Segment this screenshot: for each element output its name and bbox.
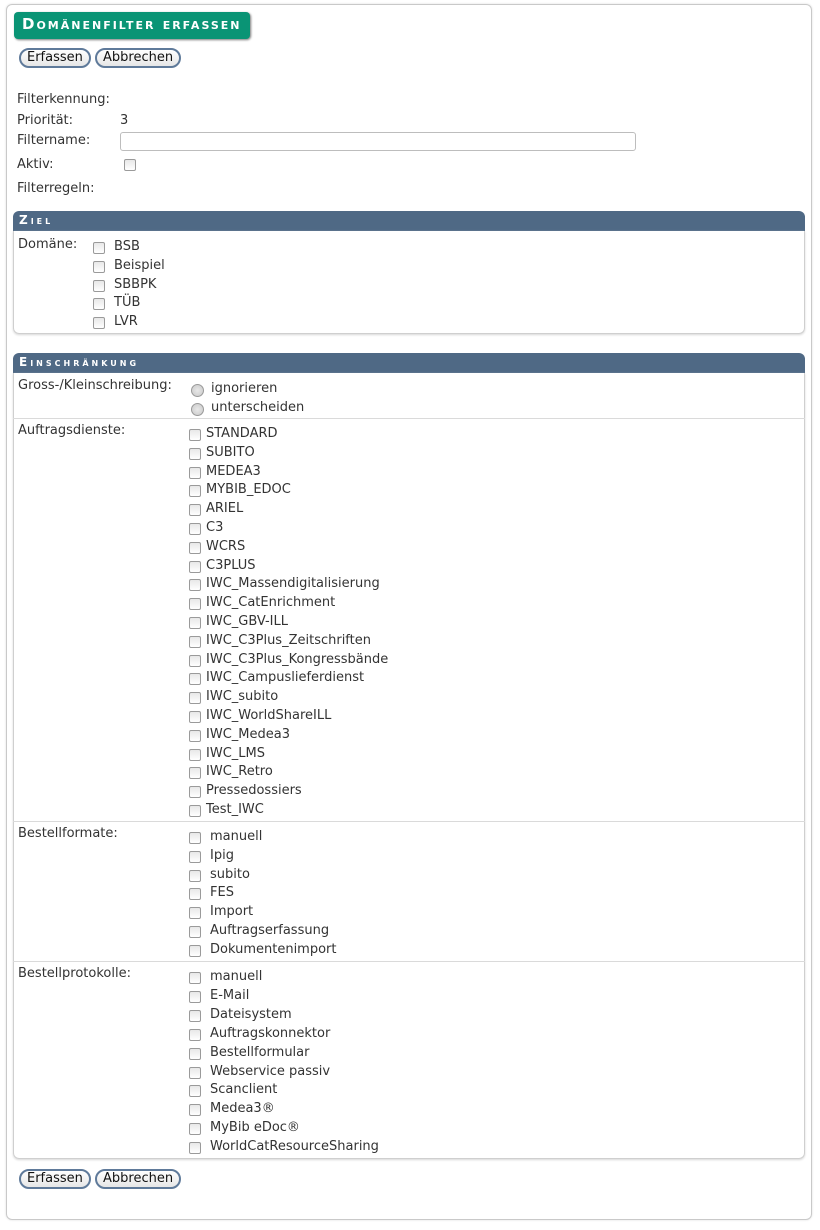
service-option-label: IWC_Retro bbox=[206, 764, 273, 780]
protocol-option-checkbox[interactable] bbox=[189, 1029, 201, 1041]
case-option-radio[interactable] bbox=[191, 384, 204, 397]
protocol-option-label: Dateisystem bbox=[210, 1006, 292, 1022]
protocol-option-checkbox[interactable] bbox=[189, 1085, 201, 1097]
service-option-checkbox[interactable] bbox=[189, 655, 201, 667]
protocol-option-checkbox[interactable] bbox=[189, 1104, 201, 1116]
service-option-checkbox[interactable] bbox=[189, 767, 201, 779]
service-option-label: Pressedossiers bbox=[206, 783, 302, 799]
priority-label: Priorität: bbox=[17, 113, 74, 128]
format-option-label: subito bbox=[210, 866, 250, 882]
cancel-button-bottom[interactable]: Abbrechen bbox=[95, 1169, 181, 1189]
protocol-option-checkbox[interactable] bbox=[189, 1048, 201, 1060]
einschraenkung-heading: Einschränkung bbox=[13, 353, 805, 373]
domain-option-label: BSB bbox=[114, 239, 140, 254]
protocol-option-label: Auftragskonnektor bbox=[210, 1025, 331, 1041]
format-option-checkbox[interactable] bbox=[189, 851, 201, 863]
service-option-checkbox[interactable] bbox=[189, 805, 201, 817]
service-option-label: IWC_WorldShareILL bbox=[206, 708, 332, 723]
service-option-checkbox[interactable] bbox=[189, 579, 201, 591]
service-option-label: Test_IWC bbox=[206, 802, 264, 817]
service-option-checkbox[interactable] bbox=[189, 636, 201, 648]
service-option-checkbox[interactable] bbox=[189, 523, 201, 535]
service-option-checkbox[interactable] bbox=[189, 692, 201, 704]
format-option-checkbox[interactable] bbox=[189, 870, 201, 882]
case-option-label: ignorieren bbox=[211, 381, 278, 396]
service-option-checkbox[interactable] bbox=[189, 429, 201, 441]
service-option-checkbox[interactable] bbox=[189, 749, 201, 761]
format-option-checkbox[interactable] bbox=[189, 945, 201, 957]
domain-option-checkbox[interactable] bbox=[93, 261, 105, 273]
service-option-label: IWC_Massendigitalisierung bbox=[206, 576, 380, 592]
service-option-label: C3PLUS bbox=[206, 557, 256, 573]
domain-option-checkbox[interactable] bbox=[93, 242, 105, 254]
format-option-checkbox[interactable] bbox=[189, 888, 201, 900]
service-option-checkbox[interactable] bbox=[189, 598, 201, 610]
service-option-label: IWC_GBV-ILL bbox=[206, 614, 288, 629]
domain-option-label: LVR bbox=[114, 314, 138, 330]
active-label: Aktiv: bbox=[17, 157, 54, 172]
service-option-checkbox[interactable] bbox=[189, 467, 201, 479]
service-option-label: STANDARD bbox=[206, 426, 278, 441]
service-option-label: C3 bbox=[206, 520, 224, 535]
service-option-checkbox[interactable] bbox=[189, 730, 201, 742]
filter-id-label: Filterkennung: bbox=[17, 92, 110, 107]
service-option-label: IWC_C3Plus_Zeitschriften bbox=[206, 632, 371, 648]
format-option-label: manuell bbox=[210, 829, 263, 844]
service-option-label: IWC_CatEnrichment bbox=[206, 595, 336, 611]
service-option-label: IWC_LMS bbox=[206, 745, 265, 761]
divider bbox=[13, 961, 805, 962]
divider bbox=[13, 418, 805, 419]
format-option-label: FES bbox=[210, 885, 234, 901]
service-option-checkbox[interactable] bbox=[189, 504, 201, 516]
domain-option-label: SBBPK bbox=[114, 276, 157, 292]
protocol-option-label: manuell bbox=[210, 969, 263, 984]
filter-name-label: Filtername: bbox=[17, 133, 91, 148]
domain-option-checkbox[interactable] bbox=[93, 298, 105, 310]
protocol-option-label: Medea3® bbox=[210, 1101, 275, 1117]
service-option-label: SUBITO bbox=[206, 444, 255, 460]
active-checkbox[interactable] bbox=[124, 159, 136, 171]
domain-label: Domäne: bbox=[18, 237, 78, 252]
priority-value: 3 bbox=[120, 113, 129, 128]
protocol-option-checkbox[interactable] bbox=[189, 1123, 201, 1135]
service-option-checkbox[interactable] bbox=[189, 673, 201, 685]
formats-label: Bestellformate: bbox=[18, 826, 118, 841]
service-option-label: MYBIB_EDOC bbox=[206, 482, 291, 498]
service-option-checkbox[interactable] bbox=[189, 617, 201, 629]
service-option-label: MEDEA3 bbox=[206, 463, 261, 479]
service-option-checkbox[interactable] bbox=[189, 485, 201, 497]
domain-option-checkbox[interactable] bbox=[93, 317, 105, 329]
protocol-option-checkbox[interactable] bbox=[189, 991, 201, 1003]
protocols-label: Bestellprotokolle: bbox=[18, 966, 131, 981]
domain-option-label: TÜB bbox=[114, 295, 141, 311]
protocol-option-label: Scanclient bbox=[210, 1082, 278, 1098]
domain-option-label: Beispiel bbox=[114, 257, 165, 273]
format-option-checkbox[interactable] bbox=[189, 907, 201, 919]
service-option-label: IWC_Campuslieferdienst bbox=[206, 670, 365, 686]
filter-name-input[interactable] bbox=[120, 132, 636, 151]
page-title: Domänenfilter erfassen bbox=[14, 12, 250, 39]
service-option-label: IWC_subito bbox=[206, 689, 279, 705]
service-option-checkbox[interactable] bbox=[189, 542, 201, 554]
filter-rules-label: Filterregeln: bbox=[17, 181, 95, 196]
format-option-label: Import bbox=[210, 904, 254, 920]
services-label: Auftragsdienste: bbox=[18, 423, 126, 438]
protocol-option-checkbox[interactable] bbox=[189, 1067, 201, 1079]
service-option-checkbox[interactable] bbox=[189, 711, 201, 723]
protocol-option-label: MyBib eDoc® bbox=[210, 1120, 300, 1136]
service-option-checkbox[interactable] bbox=[189, 448, 201, 460]
protocol-option-label: E-Mail bbox=[210, 987, 250, 1003]
service-option-label: IWC_C3Plus_Kongressbände bbox=[206, 651, 389, 667]
einschraenkung-panel bbox=[13, 373, 805, 1159]
format-option-label: Dokumentenimport bbox=[210, 941, 337, 957]
format-option-label: Auftragserfassung bbox=[210, 923, 330, 938]
case-sensitivity-label: Gross-/Kleinschreibung: bbox=[18, 378, 172, 393]
service-option-label: ARIEL bbox=[206, 501, 244, 517]
submit-button-top[interactable]: Erfassen bbox=[19, 48, 91, 68]
format-option-checkbox[interactable] bbox=[189, 926, 201, 938]
service-option-checkbox[interactable] bbox=[189, 786, 201, 798]
protocol-option-label: Webservice passiv bbox=[210, 1063, 331, 1079]
protocol-option-checkbox[interactable] bbox=[189, 1142, 201, 1154]
service-option-label: IWC_Medea3 bbox=[206, 726, 290, 742]
submit-button-bottom[interactable]: Erfassen bbox=[19, 1169, 91, 1189]
domain-option-checkbox[interactable] bbox=[93, 280, 105, 292]
service-option-label: WCRS bbox=[206, 538, 246, 554]
divider bbox=[13, 821, 805, 822]
format-option-checkbox[interactable] bbox=[189, 832, 201, 844]
cancel-button-top[interactable]: Abbrechen bbox=[95, 48, 181, 68]
protocol-option-checkbox[interactable] bbox=[189, 1010, 201, 1022]
protocol-option-label: WorldCatResourceSharing bbox=[210, 1139, 379, 1155]
service-option-checkbox[interactable] bbox=[189, 561, 201, 573]
case-option-label: unterscheiden bbox=[211, 399, 305, 415]
format-option-label: Ipig bbox=[210, 847, 234, 863]
ziel-heading: Ziel bbox=[13, 211, 805, 231]
protocol-option-label: Bestellformular bbox=[210, 1044, 310, 1060]
case-option-radio[interactable] bbox=[191, 403, 204, 416]
protocol-option-checkbox[interactable] bbox=[189, 972, 201, 984]
